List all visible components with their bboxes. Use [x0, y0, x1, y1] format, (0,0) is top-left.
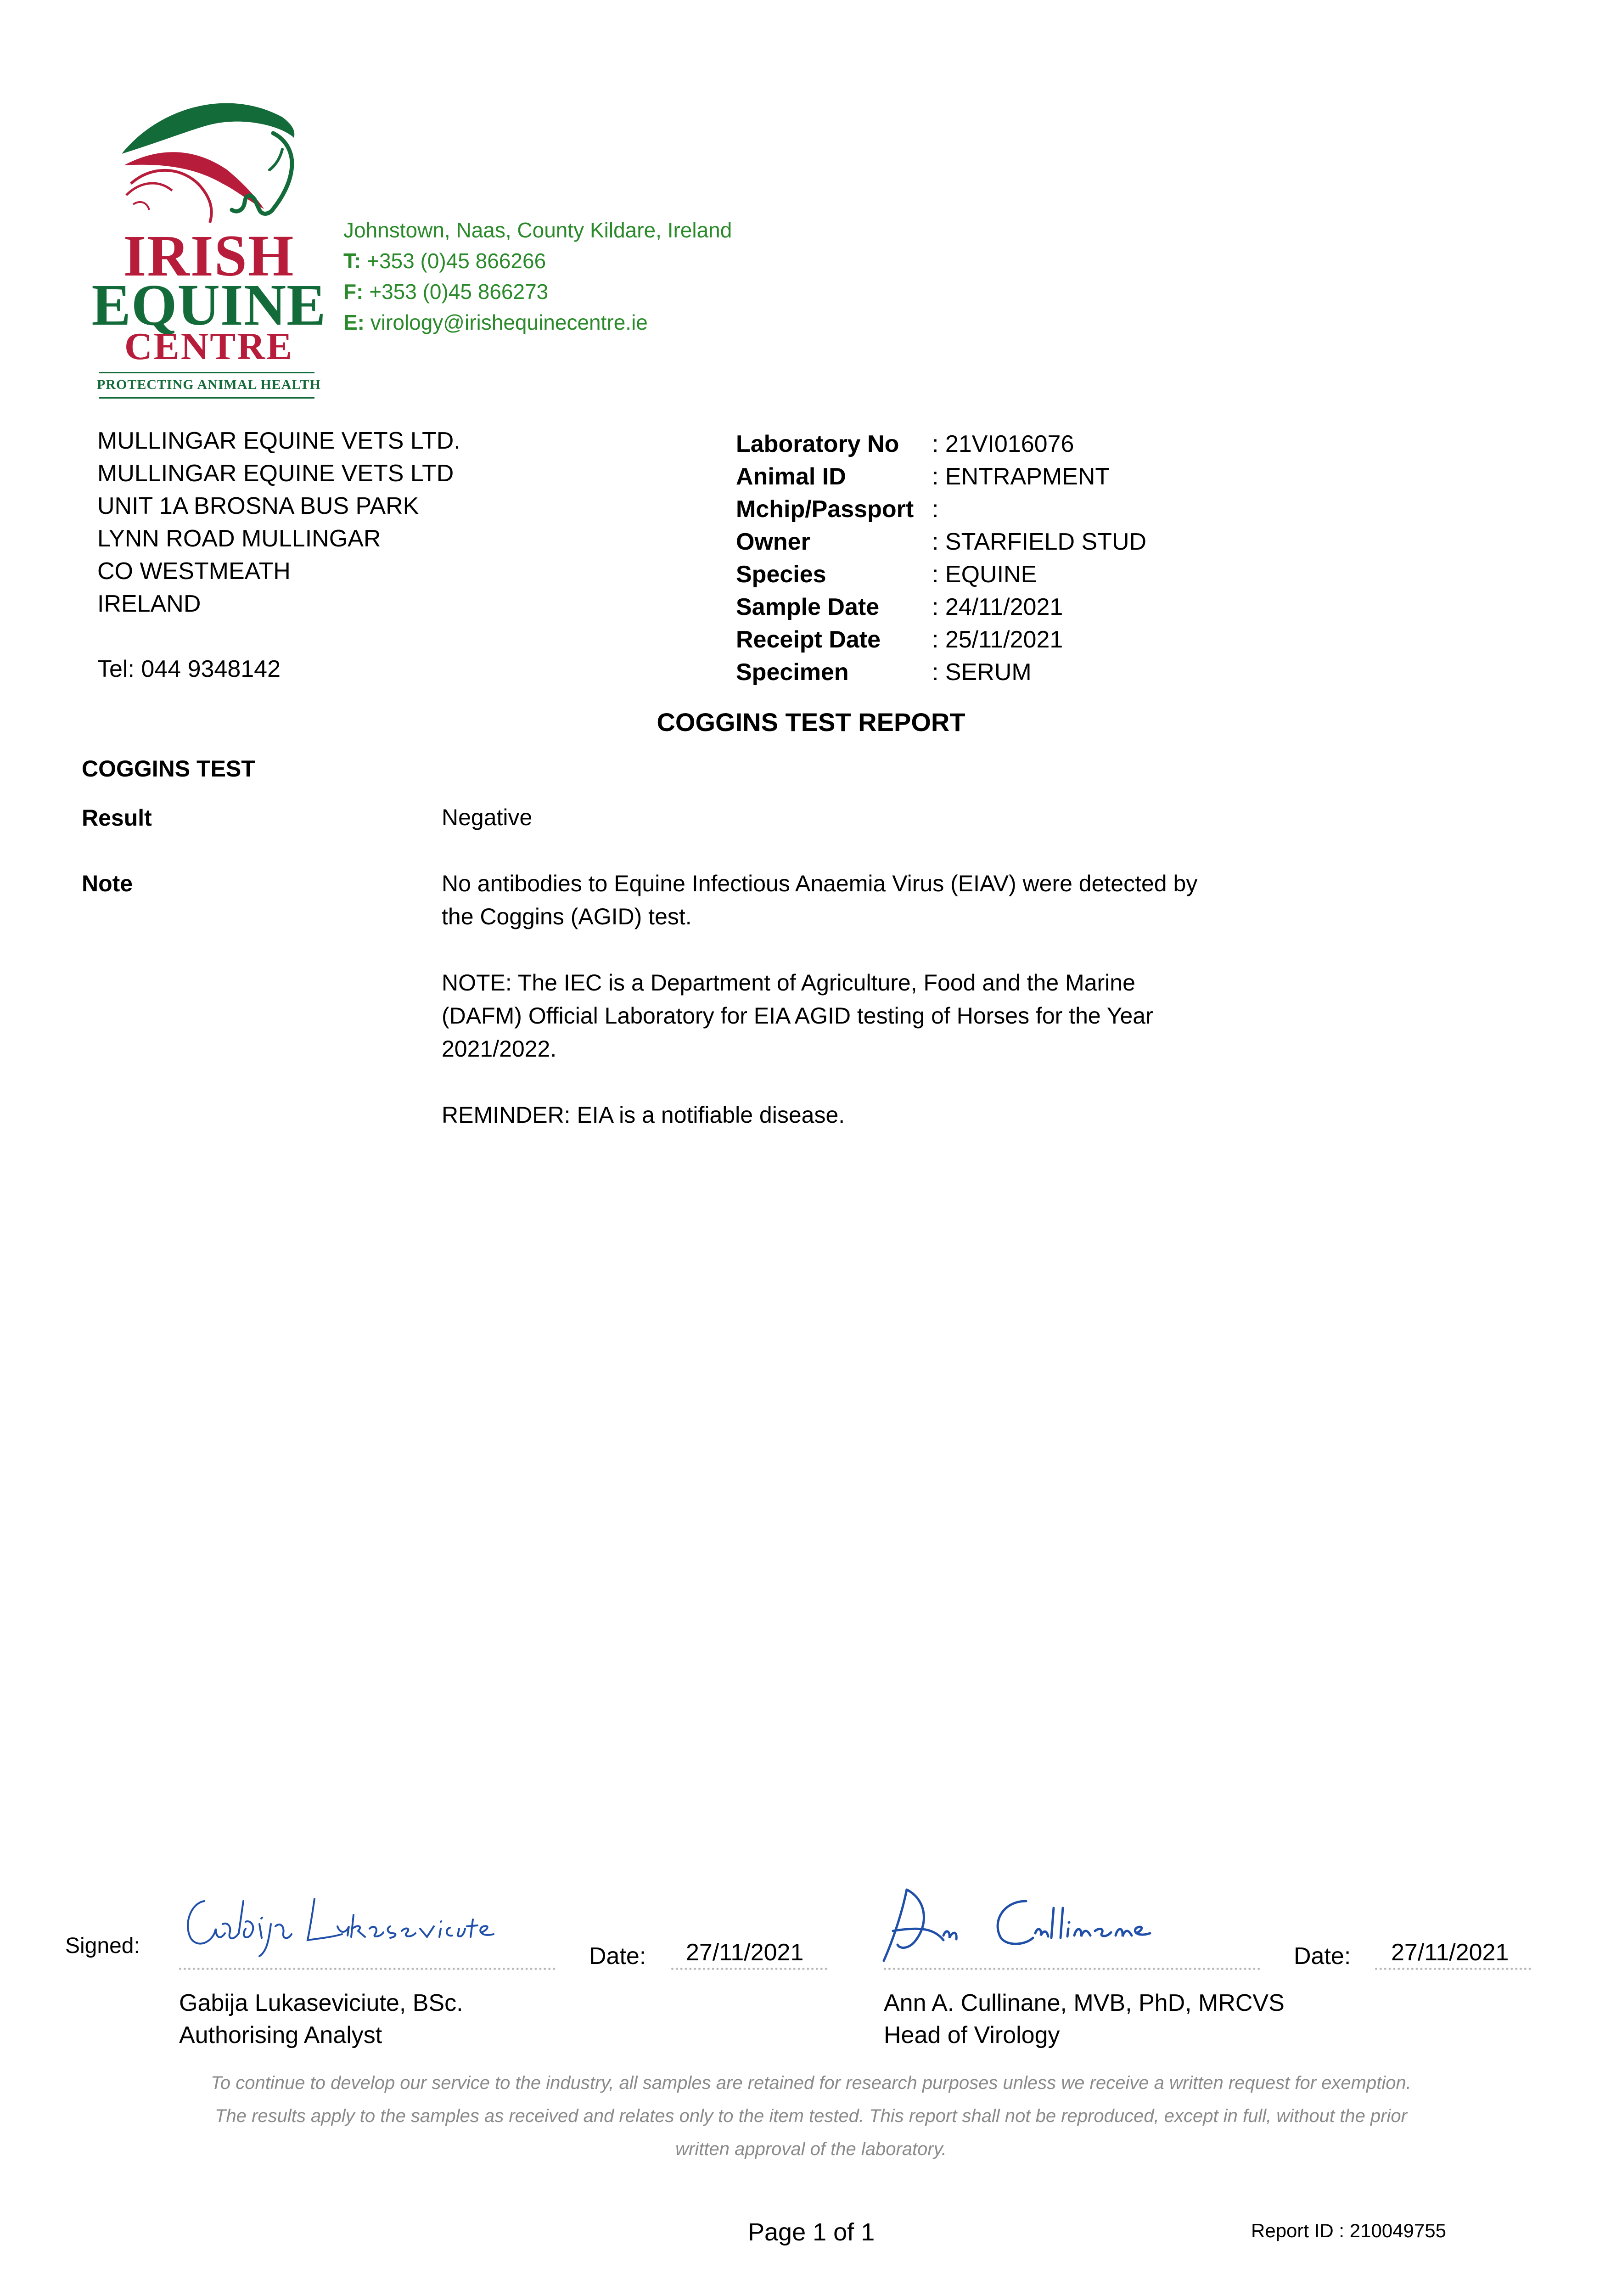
signature-ann-cullinane [875, 1880, 1205, 1972]
horse-head-icon [90, 90, 328, 227]
signature-gabija-lukaseviciute [177, 1883, 498, 1961]
note-line: 2021/2022. [442, 1036, 557, 1062]
detail-row [736, 493, 1146, 526]
detail-label: Sample Date [736, 594, 880, 620]
address-line: UNIT 1A BROSNA BUS PARK [97, 493, 419, 519]
address-line: IRELAND [97, 591, 201, 617]
date-label: Date: [1294, 1943, 1351, 1970]
report-id: Report ID : 210049755 [1251, 2220, 1446, 2241]
signatory-name: Gabija Lukaseviciute, BSc. [179, 1990, 463, 2016]
signature-line [884, 1968, 1260, 1970]
logo-divider [99, 397, 314, 399]
right-sign-date: 27/11/2021 [1391, 1939, 1509, 1966]
right-signatory [884, 1987, 1285, 2051]
signature-line [179, 1968, 556, 1970]
signed-label: Signed: [65, 1934, 140, 1958]
left-sign-date: 27/11/2021 [686, 1939, 804, 1966]
detail-row [736, 461, 1146, 493]
detail-row [736, 591, 1146, 624]
detail-value: : 24/11/2021 [932, 594, 1063, 620]
address-line: MULLINGAR EQUINE VETS LTD [97, 460, 454, 487]
detail-row [736, 428, 1146, 461]
disclaimer-line: To continue to develop our service to the industry, all samples are retained for research purposes unless we receive a written request for exemption. [211, 2073, 1411, 2093]
disclaimer-line: The results apply to the samples as received and relates only to the item tested. This report shall not be reproduced, except in full, without the prior [215, 2106, 1407, 2126]
contact-block [343, 215, 732, 338]
detail-row [736, 526, 1146, 558]
email-label: E: [343, 310, 365, 334]
note-line: REMINDER: EIA is a notifiable disease. [442, 1102, 845, 1128]
note-paragraph [442, 1098, 1268, 1131]
note-line: NOTE: The IEC is a Department of Agriculture, Food and the Marine [442, 970, 1135, 996]
report-title: COGGINS TEST REPORT [657, 708, 965, 737]
address-line: MULLINGAR EQUINE VETS LTD. [97, 428, 460, 454]
date-line [1375, 1968, 1531, 1970]
address-line: CO WESTMEATH [97, 558, 291, 585]
phone-number: +353 (0)45 866266 [367, 249, 546, 273]
detail-row [736, 656, 1146, 689]
note-body [442, 867, 1268, 1165]
left-signatory [179, 1987, 463, 2051]
detail-value: : 21VI016076 [932, 431, 1074, 457]
detail-value: : EQUINE [932, 561, 1037, 588]
page-number: Page 1 of 1 [748, 2218, 875, 2246]
detail-value: : 25/11/2021 [932, 626, 1063, 653]
footer-disclaimer [0, 2066, 1622, 2166]
detail-label: Owner [736, 529, 810, 555]
signatory-name: Ann A. Cullinane, MVB, PhD, MRCVS [884, 1990, 1285, 2016]
detail-label: Receipt Date [736, 626, 881, 653]
detail-row [736, 624, 1146, 656]
detail-label: Animal ID [736, 463, 846, 490]
detail-value: : ENTRAPMENT [932, 463, 1110, 490]
detail-label: Laboratory No [736, 431, 899, 457]
detail-value: : [932, 496, 939, 523]
logo-divider [99, 372, 314, 373]
irish-equine-centre-logo [90, 90, 328, 406]
logo-tagline: PROTECTING ANIMAL HEALTH [97, 377, 321, 392]
contact-email [343, 307, 732, 338]
detail-label: Mchip/Passport [736, 496, 914, 523]
note-paragraph [442, 867, 1268, 933]
detail-value: : SERUM [932, 659, 1032, 686]
address-line: LYNN ROAD MULLINGAR [97, 525, 381, 552]
detail-row [736, 558, 1146, 591]
signatory-role: Head of Virology [884, 2022, 1060, 2048]
contact-fax [343, 276, 732, 307]
note-line: (DAFM) Official Laboratory for EIA AGID testing of Horses for the Year [442, 1003, 1153, 1029]
date-line [671, 1968, 827, 1970]
result-label: Result [82, 805, 152, 831]
logo-word-centre: CENTRE [124, 325, 294, 368]
logo-word-equine: EQUINE [91, 272, 326, 338]
contact-phone [343, 246, 732, 276]
disclaimer-line: written approval of the laboratory. [675, 2139, 947, 2159]
note-line: the Coggins (AGID) test. [442, 904, 692, 929]
contact-address: Johnstown, Naas, County Kildare, Ireland [343, 218, 732, 242]
fax-number: +353 (0)45 866273 [369, 280, 549, 304]
note-line: No antibodies to Equine Infectious Anaemia Virus (EIAV) were detected by [442, 871, 1198, 896]
logo-word-irish: IRISH [123, 223, 295, 288]
result-value: Negative [442, 805, 533, 830]
sample-details [736, 428, 1146, 689]
phone-label: T: [343, 249, 361, 273]
test-heading: COGGINS TEST [82, 756, 255, 782]
detail-label: Species [736, 561, 826, 588]
detail-label: Specimen [736, 659, 849, 686]
recipient-tel: Tel: 044 9348142 [97, 656, 281, 682]
note-paragraph [442, 966, 1268, 1065]
date-label: Date: [589, 1943, 646, 1970]
fax-label: F: [343, 280, 364, 304]
recipient-address [97, 425, 460, 686]
detail-value: : STARFIELD STUD [932, 529, 1147, 555]
email-address[interactable]: virology@irishequinecentre.ie [370, 310, 648, 334]
note-label: Note [82, 871, 133, 896]
signatory-role: Authorising Analyst [179, 2022, 382, 2048]
